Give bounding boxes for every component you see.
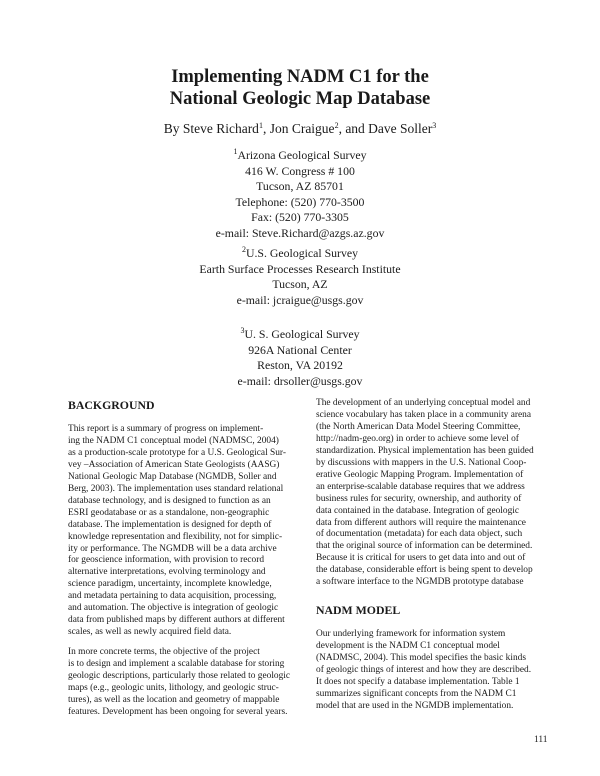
affiliation-mark: 1 [233,147,238,156]
text-line: In more concrete terms, the objective of the project [68,647,260,658]
affiliation-block [0,246,600,308]
text-line: by discussions with mappers in the U.S. National Coop- [316,457,527,468]
text-line: tures), as well as the location and geometry of mappable [68,694,280,705]
text-line: geologic descriptions, particularly those related to geologic [68,671,291,682]
text-line: of geologic things of interest and how they are described. [316,665,532,676]
text-line: an enterprise-scalable database requires that we address [316,481,525,492]
text-line: vey –Association of American State Geologists (AASG) [68,459,280,470]
text-line: (the North American Data Model Steering Committee, [316,421,521,432]
text-line: summarizes significant concepts from the NADM C1 [316,689,517,700]
author-mark: 2 [334,121,339,130]
text-line: development is the NADM C1 conceptual model [316,641,500,652]
text-line: and metadata pertaining to data acquisition, processing, [68,591,277,602]
text-line: The development of an underlying conceptual model and [316,398,531,408]
text-line: data from different authors will require the maintenance [316,517,526,528]
section-heading-background: BACKGROUND [68,398,155,412]
text-line: National Geologic Map Database (NGMDB, Soller and [68,471,277,482]
affiliation-name: U. S. Geological Survey [244,327,360,341]
paper-title [0,66,600,110]
affiliation-line [0,327,600,343]
text-line: database. The implementation is designed for depth of [68,519,272,530]
affiliation-name: U.S. Geological Survey [245,246,359,260]
text-line: that the original source of information can be determined. [316,541,533,552]
text-line: maps (e.g., geologic units, lithology, and geologic struc- [68,683,279,694]
text-line: Because it is critical for users to get data into and out of [316,553,526,564]
affiliation-line: Telephone: (520) 770-3500 [235,194,365,209]
text-line: knowledge representation and flexibility, not for simplic- [68,531,283,542]
affiliation-name: Arizona Geological Survey [237,148,367,162]
text-line: business rules for security, ownership, and authority of [316,493,522,504]
affiliation-mark: 3 [240,326,245,335]
affiliation-line: 416 W. Congress # 100 [245,163,355,178]
text-line: erative Geologic Mapping Program. Implementation of [316,469,524,480]
text-line: scales, as well as newly acquired field data. [68,627,232,638]
text-line: of documentation (metadata) for each data object, such [316,529,523,540]
title-line: National Geologic Map Database [169,89,431,109]
paragraph [316,398,548,589]
affiliation-line: 926A National Center [248,342,352,357]
text-line: as a production-scale prototype for a U.S. Geological Sur- [68,447,286,458]
text-line: Our underlying framework for information system [316,629,506,640]
author-mark: 1 [258,121,263,130]
affiliation-line [0,148,600,164]
text-line: data contained in the database. Integration of geologic [316,505,520,516]
text-line: It does not specify a database implementation. Table 1 [316,677,520,688]
affiliation-line [0,246,600,262]
affiliation-line: Earth Surface Processes Research Institute [199,261,401,276]
text-line: model that are used in the NGMDB implementation. [316,700,514,711]
text-line: database technology, and is designed to function as an [68,495,271,506]
text-line: alternative interpretations, evolving terminology and [68,567,266,578]
affiliation-line: Fax: (520) 770-3305 [251,210,349,224]
affiliation-line: e-mail: drsoller@usgs.gov [237,373,363,388]
text-line: for geoscience information, with provision to record [68,555,265,566]
author-mark: 3 [432,121,437,130]
paragraph [68,424,300,639]
affiliation-line: Reston, VA 20192 [257,358,343,372]
title-line: Implementing NADM C1 for the [171,67,429,87]
affiliation-line: e-mail: Steve.Richard@azgs.az.gov [215,225,385,240]
text-line: ity or performance. The NGMDB will be a data archive [68,543,277,554]
author-line [0,121,600,137]
page-number: 111 [534,735,548,745]
text-line: science vocabulary has taken place in a community arena [316,409,532,420]
text-line: is to design and implement a scalable database for storing [68,659,285,670]
text-line: This report is a summary of progress on implement- [68,424,264,434]
paragraph [68,647,300,719]
author-text: By Steve Richard [163,121,259,136]
affiliation-block [0,148,600,241]
text-line: Berg, 2003). The implementation uses standard relational [68,483,284,494]
text-line: features. Development has been ongoing for several years. [68,706,288,717]
text-line: data from published maps by different authors at different [68,615,285,626]
affiliation-line: Tucson, AZ [272,277,328,291]
left-column [68,398,300,719]
text-line: http://nadm-geo.org) in order to achieve some level of [316,433,519,444]
author-text: , Jon Craigue [262,121,335,136]
text-line: the database, considerable effort is being spent to develop [316,565,533,576]
text-line: ESRI geodatabase or as a standalone, non-geographic [68,507,270,518]
section-heading-nadm-model: NADM MODEL [316,603,401,618]
paragraph [316,629,548,713]
affiliation-line: e-mail: jcraigue@usgs.gov [236,292,364,307]
text-line: science paradigm, uncertainty, incomplete knowledge, [68,579,272,590]
text-line: standardization. Physical implementation has been guided [316,445,534,456]
text-line: ing the NADM C1 conceptual model (NADMSC, 2004) [68,435,279,446]
text-line: and automation. The objective is integration of geologic [68,603,279,614]
right-column [316,398,548,713]
affiliation-line: Tucson, AZ 85701 [256,179,344,193]
text-line: (NADMSC, 2004). This model specifies the basic kinds [316,653,526,664]
affiliation-mark: 2 [241,245,246,254]
affiliation-block [0,327,600,389]
author-text: , and Dave Soller [338,121,433,136]
text-line: a software interface to the NGMDB prototype database [316,577,524,588]
